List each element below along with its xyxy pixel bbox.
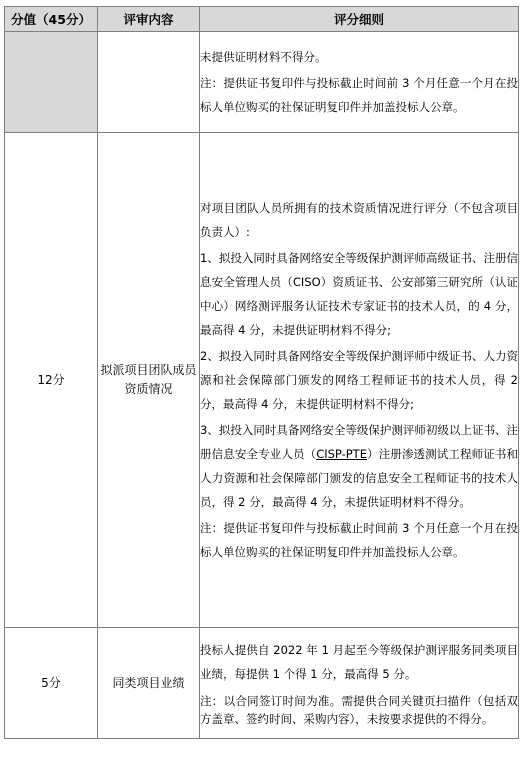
detail-line: 投标人提供自 2022 年 1 月起至今等级保护测评服务同类项目业绩，每提供 1 个得 1 分，最高得 5 分。 [200, 643, 518, 681]
detail-line: 未提供证明材料不得分。 [200, 50, 327, 64]
score-cell [5, 32, 98, 133]
score-cell: 12分 [5, 133, 98, 628]
table-row [5, 133, 519, 628]
header-item: 评审内容 [98, 7, 200, 32]
detail-text: 3、拟投入同时具备网络安全等级保护测评师初级以上证书、注册信息安全专业人员（ [200, 423, 518, 461]
detail-cell [200, 628, 519, 739]
detail-line-3 [200, 418, 518, 514]
cisp-pte-text: CISP-PTE [316, 447, 367, 461]
detail-cell [200, 32, 519, 133]
detail-line: 对项目团队人员所拥有的技术资质情况进行评分（不包含项目负责人）: [200, 201, 518, 239]
table-row [5, 32, 519, 133]
score-cell: 5分 [5, 628, 98, 739]
detail-line: 注：提供证书复印件与投标截止时间前 3 个月任意一个月在投标人单位购买的社保证明复印件并加盖投标人公章。 [200, 76, 518, 114]
header-score: 分值（45分） [5, 7, 98, 32]
detail-line: 注：提供证书复印件与投标截止时间前 3 个月任意一个月在投标人单位购买的社保证明复印件并加盖投标人公章。 [200, 521, 518, 559]
scoring-table [4, 6, 519, 739]
detail-line: 注：以合同签订时间为准。需提供合同关键页扫描件（包括双方盖章、签约时间、采购内容），未按要求提供的不得分。 [200, 694, 518, 726]
detail-line: 2、拟投入同时具备网络安全等级保护测评师中级证书、人力资源和社会保障部门颁发的网络工程师证书的技术人员，得 2 分，最高得 4 分，未提供证明材料不得分; [200, 349, 518, 411]
item-cell: 同类项目业绩 [98, 628, 200, 739]
detail-cell [200, 133, 519, 628]
item-cell [98, 32, 200, 133]
detail-text: ）注册渗透测试工程师证书和人力资源和社会保障部门颁发的信息安全工程师证书的技术人员，得 2 分，最高得 4 分，未提供证明材料不得分。 [200, 447, 519, 509]
item-cell: 拟派项目团队成员资质情况 [98, 133, 200, 628]
detail-line: 1、拟投入同时具备网络安全等级保护测评师高级证书、注册信息安全管理人员（CISO）资质证书、公安部第三研究所（认证中心）网络测评服务认证技术专家证书的技术人员，的 4 分，最高得 4 分，未提供证明材料不得分; [200, 251, 518, 337]
header-row [5, 7, 519, 32]
header-detail: 评分细则 [200, 7, 519, 32]
table-row [5, 628, 519, 739]
